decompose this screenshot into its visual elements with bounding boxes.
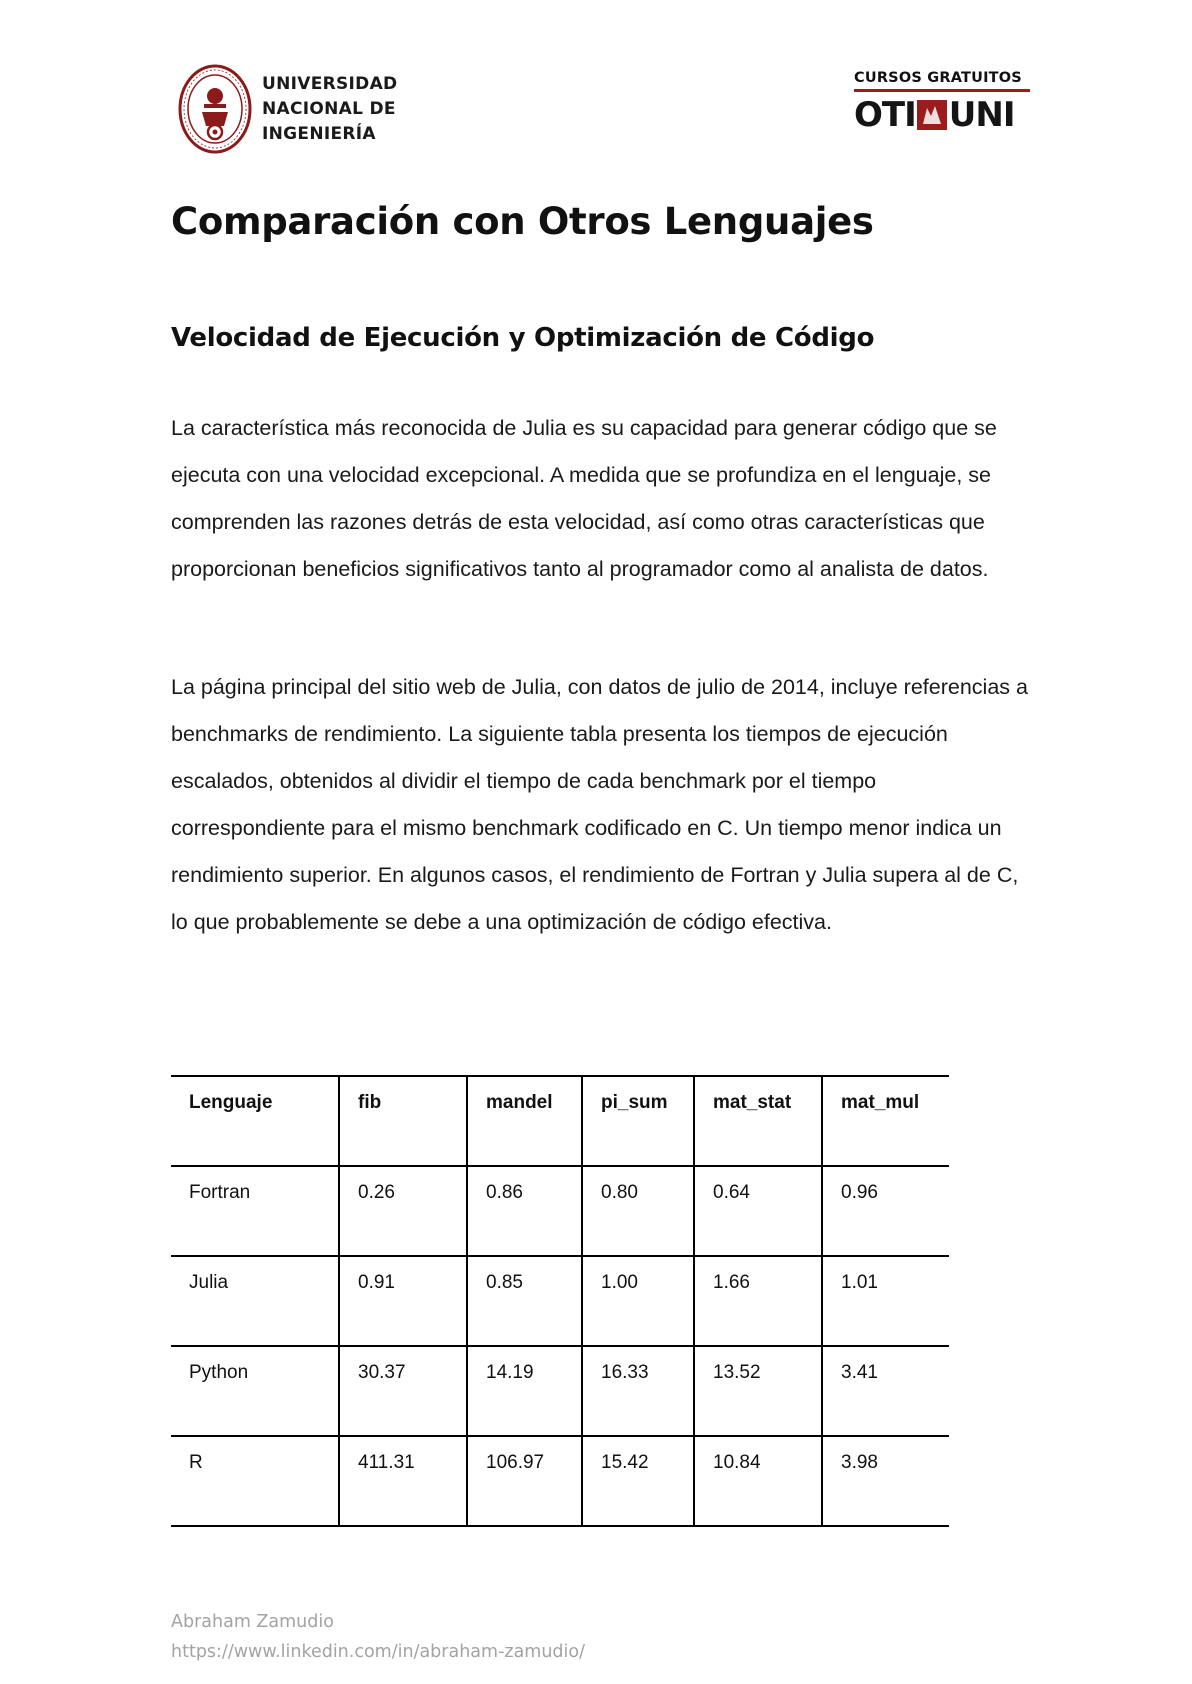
table-cell: 16.33 — [582, 1346, 694, 1436]
oti-wordmark — [854, 96, 1030, 134]
header-mat-mul: mat_mul — [822, 1076, 949, 1166]
oti-wordmark-right: UNI — [948, 95, 1015, 135]
table-cell: 13.52 — [694, 1346, 822, 1436]
oti-tagline: CURSOS GRATUITOS — [854, 70, 1030, 92]
footer-author: Abraham Zamudio — [171, 1612, 334, 1632]
table-cell: 0.26 — [339, 1166, 467, 1256]
table-cell: 411.31 — [339, 1436, 467, 1526]
table-row — [171, 1436, 949, 1526]
table-cell: 15.42 — [582, 1436, 694, 1526]
table-cell: 10.84 — [694, 1436, 822, 1526]
footer — [171, 1607, 585, 1667]
header-lenguaje: Lenguaje — [171, 1076, 339, 1166]
table-cell: Fortran — [171, 1166, 339, 1256]
header-fib: fib — [339, 1076, 467, 1166]
table-row — [171, 1166, 949, 1256]
table-cell: 106.97 — [467, 1436, 582, 1526]
table-cell: Python — [171, 1346, 339, 1436]
table-cell: 3.98 — [822, 1436, 949, 1526]
table-cell: 0.85 — [467, 1256, 582, 1346]
table-cell: 1.66 — [694, 1256, 822, 1346]
table-cell: 0.86 — [467, 1166, 582, 1256]
table-cell: 3.41 — [822, 1346, 949, 1436]
table-row — [171, 1346, 949, 1436]
footer-link[interactable]: https://www.linkedin.com/in/abraham-zamudio/ — [171, 1642, 586, 1662]
table-cell: 1.01 — [822, 1256, 949, 1346]
university-name-line-3: INGENIERÍA — [262, 123, 376, 144]
oti-wordmark-left: OTI — [854, 95, 916, 135]
university-seal-icon — [178, 64, 252, 154]
header-mat-stat: mat_stat — [694, 1076, 822, 1166]
university-name — [262, 72, 397, 147]
table-cell: 0.80 — [582, 1166, 694, 1256]
table-cell: 30.37 — [339, 1346, 467, 1436]
page-title: Comparación con Otros Lenguajes — [171, 200, 874, 243]
section-title: Velocidad de Ejecución y Optimización de Código — [171, 323, 875, 353]
table-cell: 1.00 — [582, 1256, 694, 1346]
table-cell: Julia — [171, 1256, 339, 1346]
table-cell: 0.96 — [822, 1166, 949, 1256]
university-name-line-2: NACIONAL DE — [262, 98, 396, 119]
paragraph-benchmarks: La página principal del sitio web de Julia, con datos de julio de 2014, incluye referencias a benchmarks de rendimiento. La siguiente tabla presenta los tiempos de ejecución escalados, obtenidos al dividir el tiempo de cada benchmark por el tiempo correspondiente para el mismo benchmark codificado en C. Un tiempo menor indica un rendimiento superior. En algunos casos, el rendimiento de Fortran y Julia supera al de C, lo que probablemente se debe a una optimización de código efectiva. — [171, 675, 1028, 934]
table-cell: 14.19 — [467, 1346, 582, 1436]
table-row — [171, 1256, 949, 1346]
header-pi-sum: pi_sum — [582, 1076, 694, 1166]
header-mandel: mandel — [467, 1076, 582, 1166]
benchmark-table — [171, 1075, 949, 1527]
table-header-row — [171, 1076, 949, 1166]
paragraph-intro: La característica más reconocida de Julia es su capacidad para generar código que se ejecuta con una velocidad excepcional. A medida que se profundiza en el lenguaje, se comprenden las razones detrás de esta velocidad, así como otras características que proporcionan beneficios significativos tanto al programador como al analista de datos. — [171, 416, 997, 581]
university-logo — [178, 64, 397, 154]
table-cell: 0.91 — [339, 1256, 467, 1346]
oti-uni-logo — [854, 70, 1030, 134]
table-cell: 0.64 — [694, 1166, 822, 1256]
university-name-line-1: UNIVERSIDAD — [262, 73, 398, 94]
oti-emblem-icon — [917, 100, 947, 130]
table-cell: R — [171, 1436, 339, 1526]
